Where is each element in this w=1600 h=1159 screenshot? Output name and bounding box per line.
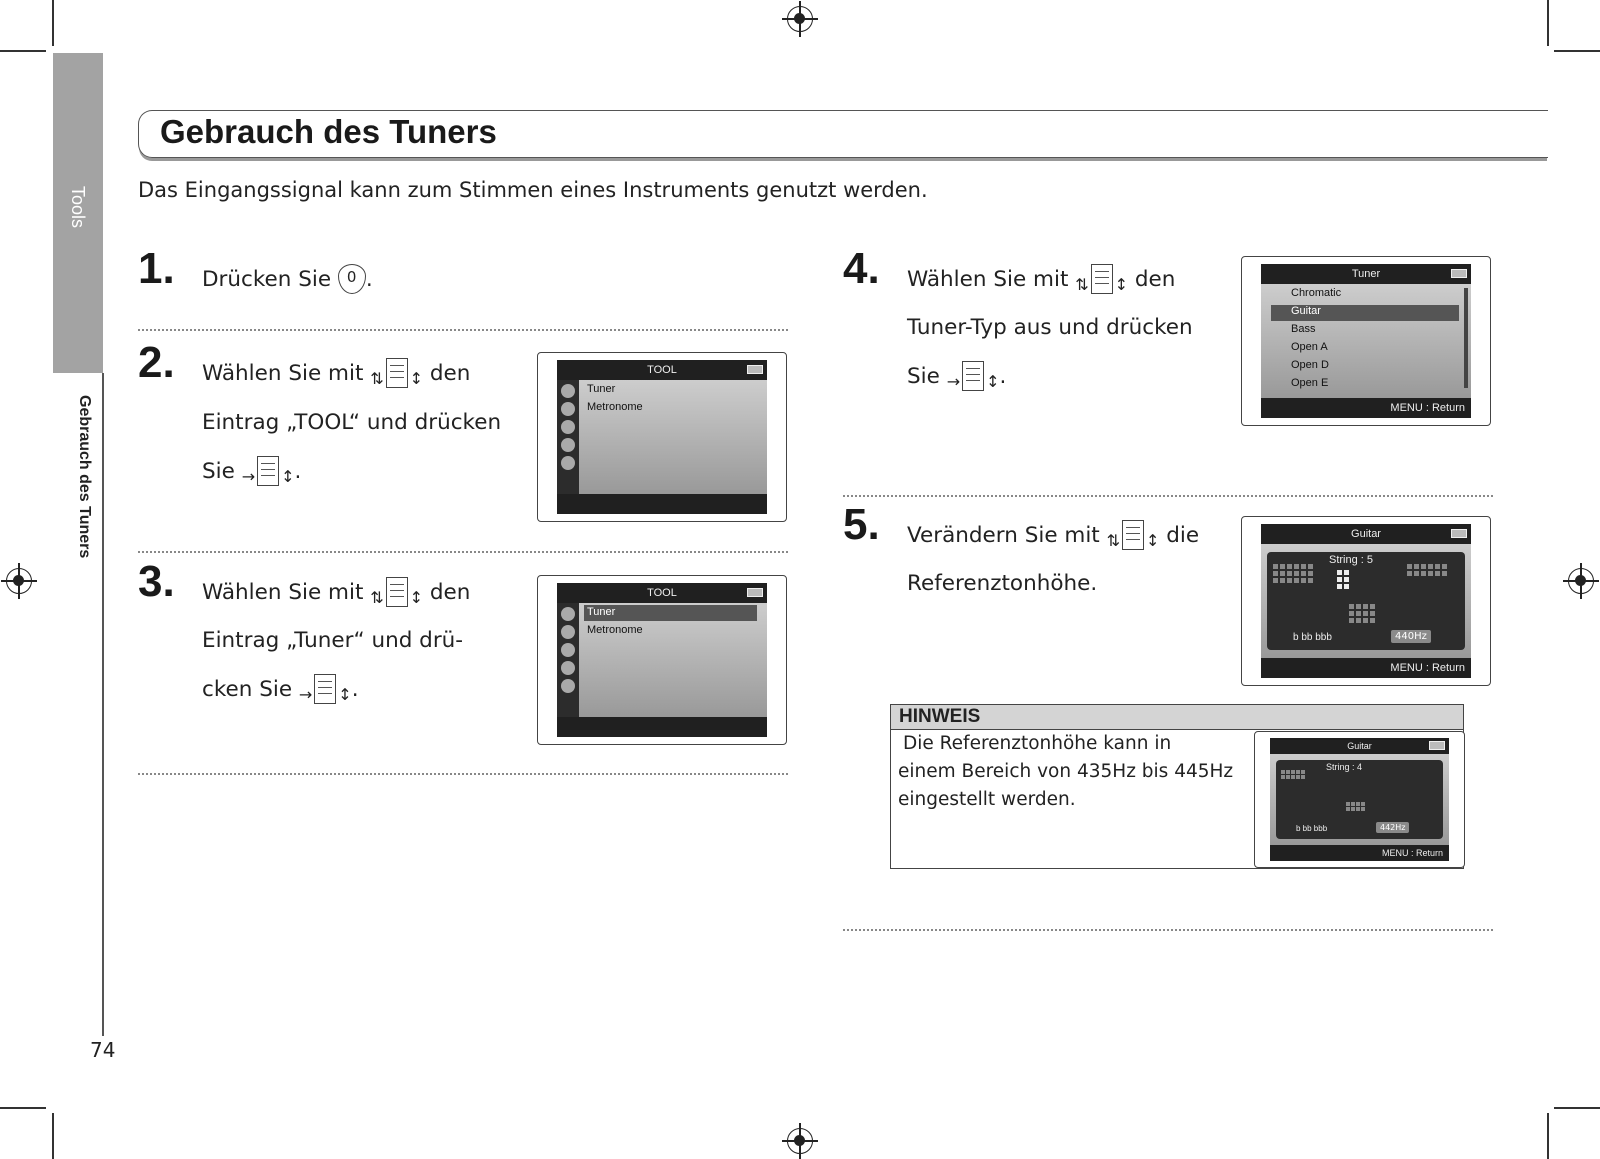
note-flats: b bb bbb: [1293, 632, 1332, 643]
device-display: [1261, 264, 1471, 418]
step-3-end: .: [351, 677, 359, 702]
tuner-type-open-d: Open D: [1291, 359, 1329, 371]
step-3-line-1b: den: [429, 580, 471, 605]
device-display: [557, 360, 767, 514]
tuner-type-guitar: Guitar: [1291, 305, 1321, 317]
scrollbar: [1464, 288, 1468, 388]
step-4-line-3: [907, 361, 1006, 391]
screen-title: TOOL: [557, 360, 767, 380]
step-3-line-3: [202, 674, 359, 704]
device-display: [1261, 524, 1471, 678]
step-5-line-1b: die: [1166, 523, 1200, 548]
screen-guitar-tuner: [1241, 516, 1491, 686]
menu-item-metronome: Metronome: [587, 624, 643, 636]
step-4-line-1b: den: [1134, 267, 1176, 292]
step-2-line-1: [202, 358, 470, 388]
string-indicator: String : 5: [1329, 554, 1374, 566]
step-2-number: 2.: [138, 338, 175, 387]
up-down-arrow-icon: ⇅: [1075, 275, 1089, 294]
up-down-arrow-icon: ↕: [986, 372, 1000, 391]
scroll-dial-icon: [257, 456, 279, 486]
screen-tool-tuner-selected: [537, 575, 787, 745]
screen-tool-menu: [537, 352, 787, 522]
screen-title: Tuner: [1261, 264, 1471, 284]
registration-mark: [1568, 568, 1594, 594]
tuner-meter-grid: [1273, 564, 1313, 583]
step-4-line-2: Tuner-Typ aus und drücken: [907, 315, 1193, 340]
step-1-text: [202, 264, 373, 294]
screen-tuner-type: [1241, 256, 1491, 426]
divider: [138, 773, 788, 775]
step-3-line-2: Eintrag „Tuner“ und drü-: [202, 628, 464, 653]
hint-line-2: einem Bereich von 435Hz bis 445Hz: [898, 761, 1234, 782]
up-down-arrow-icon: ↕: [409, 369, 424, 388]
menu-icon-column: [557, 380, 579, 494]
battery-icon: [747, 588, 763, 597]
battery-icon: [1451, 269, 1467, 278]
scroll-dial-icon: [386, 358, 408, 388]
registration-mark: [6, 568, 32, 594]
up-down-arrow-icon: ↕: [409, 588, 424, 607]
tuner-meter-grid: [1407, 564, 1447, 576]
registration-mark: [787, 6, 813, 32]
step-4-line-1: [907, 264, 1175, 294]
hint-line-1: Die Referenztonhöhe kann in: [903, 733, 1172, 754]
up-down-arrow-icon: ↕: [1114, 275, 1129, 294]
scroll-dial-icon: [1122, 520, 1144, 550]
screen-title: Guitar: [1261, 524, 1471, 544]
menu-icon-column: [557, 603, 579, 717]
step-1-end: .: [365, 267, 373, 292]
up-down-arrow-icon: ⇅: [370, 369, 384, 388]
up-down-arrow-icon: ↕: [281, 467, 295, 486]
tuner-panel: [1276, 760, 1443, 839]
screen-footer: MENU : Return: [1261, 398, 1471, 418]
scroll-dial-icon: [962, 361, 984, 391]
device-display: [557, 583, 767, 737]
tuner-meter-grid: [1337, 570, 1349, 589]
press-arrow-icon: →: [946, 372, 961, 391]
divider: [843, 495, 1493, 497]
menu-item-metronome: Metronome: [587, 401, 643, 413]
reference-pitch-value[interactable]: 442Hz: [1376, 822, 1409, 833]
press-arrow-icon: →: [298, 685, 313, 704]
tuner-meter-grid: [1281, 770, 1305, 779]
press-arrow-icon: →: [241, 467, 256, 486]
divider: [138, 329, 788, 331]
section-tab-label: Tools: [68, 186, 88, 229]
tuner-type-bass: Bass: [1291, 323, 1316, 335]
screen-footer: MENU : Return: [1261, 658, 1471, 678]
screen-guitar-tuner-hint: [1254, 731, 1465, 868]
step-5-line-1: [907, 520, 1199, 550]
step-3-line-3a: cken Sie: [202, 677, 293, 702]
side-rule: [102, 373, 104, 1036]
step-5-number: 5.: [843, 500, 880, 549]
hint-heading: HINWEIS: [891, 705, 1463, 730]
step-2-line-1a: Wählen Sie mit: [202, 361, 364, 386]
menu-item-tuner: Tuner: [587, 606, 616, 618]
step-4-number: 4.: [843, 244, 880, 293]
step-3-line-1: [202, 577, 470, 607]
step-2-end: .: [294, 459, 302, 484]
registration-mark: [787, 1128, 813, 1154]
divider: [843, 929, 1493, 931]
tuner-type-open-a: Open A: [1291, 341, 1328, 353]
hint-box: [890, 704, 1464, 869]
menu-button-icon: [338, 264, 366, 294]
step-2-line-3a: Sie: [202, 459, 235, 484]
tuner-meter-grid: [1346, 802, 1365, 811]
battery-icon: [1429, 741, 1445, 750]
step-2-line-1b: den: [429, 361, 471, 386]
up-down-arrow-icon: ↕: [338, 685, 352, 704]
step-5-line-1a: Verändern Sie mit: [907, 523, 1100, 548]
note-flats: b bb bbb: [1296, 824, 1328, 833]
step-4-end: .: [999, 364, 1007, 389]
divider: [138, 551, 788, 553]
screen-footer: [557, 494, 767, 514]
battery-icon: [747, 365, 763, 374]
string-indicator: String : 4: [1326, 762, 1363, 772]
hint-line-3: eingestellt werden.: [898, 789, 1076, 810]
tuner-panel: [1267, 552, 1465, 650]
step-4-line-3a: Sie: [907, 364, 940, 389]
battery-icon: [1451, 529, 1467, 538]
device-display: [1270, 738, 1449, 861]
page-number: 74: [90, 1038, 116, 1062]
intro-text: Das Eingangssignal kann zum Stimmen eines Instruments genutzt werden.: [138, 178, 928, 202]
up-down-arrow-icon: ⇅: [370, 588, 384, 607]
step-3-number: 3.: [138, 557, 175, 606]
tuner-type-chromatic: Chromatic: [1291, 287, 1342, 299]
scroll-dial-icon: [386, 577, 408, 607]
reference-pitch-value[interactable]: 440Hz: [1391, 630, 1431, 643]
screen-footer: MENU : Return: [1270, 845, 1449, 861]
up-down-arrow-icon: ⇅: [1106, 531, 1120, 550]
step-1-label: Drücken Sie: [202, 267, 332, 292]
tuner-meter-grid: [1349, 604, 1375, 623]
scroll-dial-icon: [314, 674, 336, 704]
screen-title: Guitar: [1270, 738, 1449, 754]
step-3-line-1a: Wählen Sie mit: [202, 580, 364, 605]
menu-item-tuner: Tuner: [587, 383, 616, 395]
screen-title: TOOL: [557, 583, 767, 603]
scroll-dial-icon: [1091, 264, 1113, 294]
step-1-number: 1.: [138, 244, 175, 293]
screen-footer: [557, 717, 767, 737]
page-title: Gebrauch des Tuners: [160, 113, 497, 150]
topic-tab-label: Gebrauch des Tuners: [76, 395, 93, 559]
step-4-line-1a: Wählen Sie mit: [907, 267, 1069, 292]
up-down-arrow-icon: ↕: [1145, 531, 1160, 550]
step-2-line-3: [202, 456, 301, 486]
tuner-type-open-e: Open E: [1291, 377, 1329, 389]
step-5-line-2: Referenztonhöhe.: [907, 571, 1098, 596]
section-tab: [53, 53, 103, 373]
step-2-line-2: Eintrag „TOOL“ und drücken: [202, 410, 502, 435]
